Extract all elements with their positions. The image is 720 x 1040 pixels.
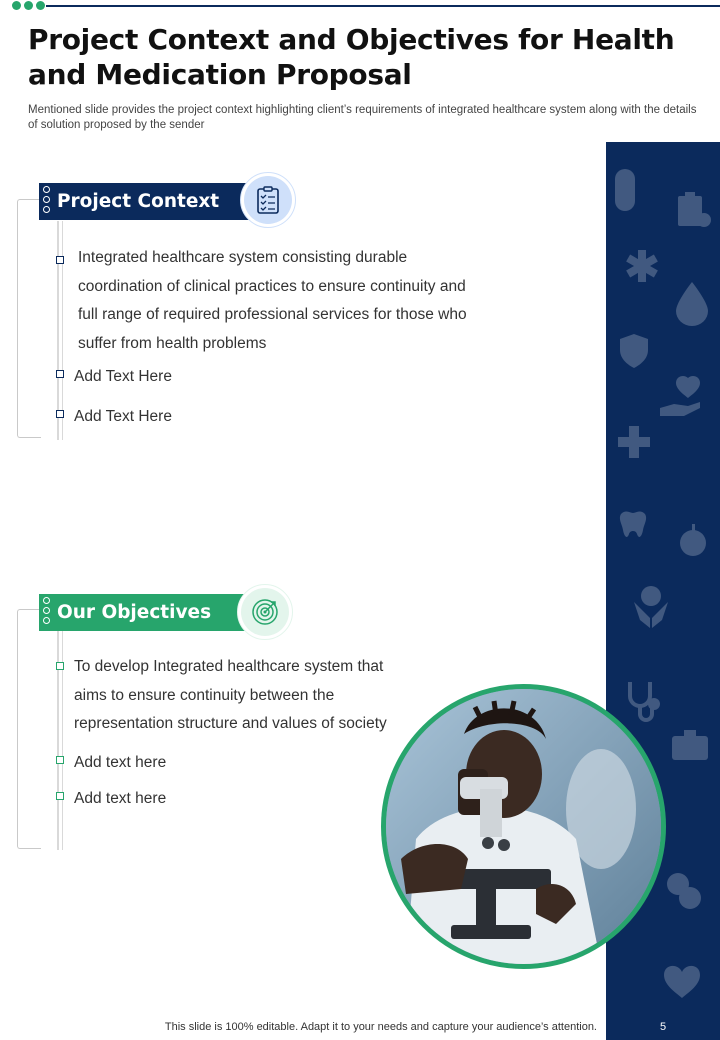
project-context-item: Add Text Here	[74, 408, 172, 425]
star-of-life-icon	[626, 250, 658, 282]
page-subtitle: Mentioned slide provides the project context highlighting client’s requirements of integrated healthcare system along with the details of solution proposed by the sender	[28, 104, 697, 131]
blood-drop-icon	[676, 282, 708, 326]
project-context-header	[39, 183, 265, 220]
apple-icon	[676, 524, 710, 556]
bullet-marker	[56, 256, 64, 264]
pill-icon	[614, 168, 636, 212]
project-context-item: Integrated healthcare system consisting durable coordination of clinical practices to ensure continuity and full range of required professional services for those who suffer from health problems	[78, 249, 467, 353]
header-dots	[43, 186, 50, 213]
top-decoration-dots	[12, 1, 45, 10]
footer-note: This slide is 100% editable. Adapt it to your needs and capture your audience’s attention.	[164, 1021, 597, 1033]
section-bracket	[17, 609, 41, 849]
objectives-heading: Our Objectives	[57, 602, 212, 623]
bullet-marker	[56, 662, 64, 670]
medical-cross-icon	[618, 426, 650, 458]
objectives-item: Add text here	[74, 754, 167, 771]
objectives-item: To develop Integrated healthcare system that aims to ensure continuity between the representation structure and values of society	[74, 658, 387, 733]
stethoscope-icon	[626, 682, 666, 722]
tooth-icon	[618, 510, 648, 540]
target-icon	[251, 598, 279, 626]
page-title: Project Context and Objectives for Health and Medication Proposal	[28, 23, 675, 91]
top-rule	[46, 5, 720, 7]
bullet-marker	[56, 756, 64, 764]
project-context-icon-badge	[240, 172, 296, 228]
first-aid-kit-icon	[672, 730, 708, 760]
care-hands-icon	[632, 582, 670, 628]
pills-icon	[666, 870, 702, 910]
medical-shield-icon	[620, 334, 648, 368]
objectives-header	[39, 594, 265, 631]
project-context-item: Add Text Here	[74, 368, 172, 385]
section-rule	[57, 221, 59, 440]
clipboard-checklist-icon	[256, 186, 280, 214]
heart-plus-icon	[664, 964, 700, 998]
objectives-item: Add text here	[74, 790, 167, 807]
header-dots	[43, 597, 50, 624]
section-rule	[62, 221, 63, 440]
bullet-marker	[56, 410, 64, 418]
scientist-with-microscope-photo	[381, 684, 666, 969]
project-context-heading: Project Context	[57, 191, 220, 212]
section-bracket	[17, 199, 41, 438]
objectives-icon-badge	[237, 584, 293, 640]
bullet-marker	[56, 792, 64, 800]
page-number: 5	[659, 1021, 667, 1033]
heart-hand-icon	[658, 374, 704, 420]
bullet-marker	[56, 370, 64, 378]
medical-report-icon	[676, 190, 712, 230]
